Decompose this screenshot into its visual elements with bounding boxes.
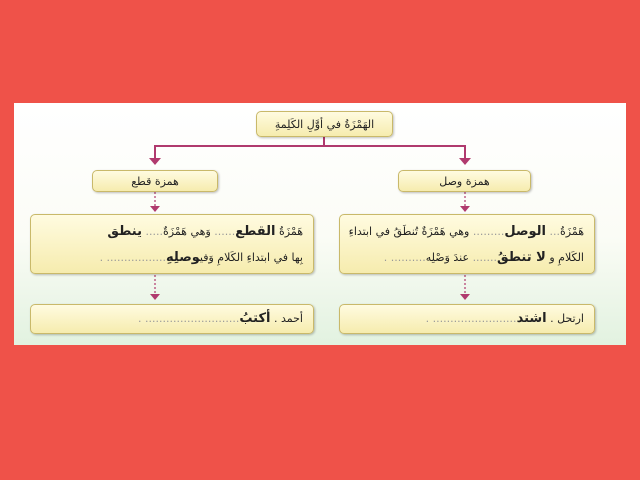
qat-example-word: أكتبُ — [239, 311, 271, 326]
arrowhead — [460, 206, 470, 212]
wasl-label: همزة وصل — [439, 174, 490, 188]
qat-label: همزة قطع — [131, 174, 179, 188]
arrowhead — [460, 294, 470, 300]
qat-example-box — [30, 304, 314, 334]
qat-label-box — [92, 170, 218, 192]
qat-example-line: أحمد . أكتبُ........................... . — [138, 311, 303, 326]
qat-definition-line-2: بِها في ابتداءِ الكَلامِ وَفيوصلِهِ................. . — [99, 250, 303, 265]
qat-verb: ينطق — [107, 224, 142, 239]
wasl-definition-line-1: هَمْزَةُ... الوصل......... وهي هَمْزَةٌ تُنطَقُ في ابتداءِ — [348, 224, 584, 239]
qat-term2: وصلِهِ — [166, 250, 200, 265]
wasl-example-line: ارتحل . اشتد........................ . — [425, 311, 584, 326]
branch-line — [155, 146, 465, 160]
wasl-example-box — [339, 304, 595, 334]
wasl-neg: لا تنطقُ — [497, 250, 546, 265]
arrowhead — [459, 158, 471, 165]
arrowhead — [149, 158, 161, 165]
qat-definition-line-1: هَمْزَةُ القطع...... وَهي هَمْزَةٌ..... ينطق — [107, 224, 303, 239]
root-title: الهَمْزَةُ في أوَّلِ الكَلِمةِ — [274, 117, 375, 131]
arrowhead — [150, 294, 160, 300]
arrowhead — [150, 206, 160, 212]
wasl-definition-line-2: الكَلامِ و لا تنطقُ....... عندَ وَصْلِه.......... . — [383, 250, 584, 265]
qat-term: القطع — [235, 224, 276, 239]
root-title-box — [256, 111, 393, 137]
wasl-example-word: اشتد — [516, 311, 547, 326]
wasl-definition-box — [339, 214, 595, 274]
wasl-label-box — [398, 170, 531, 192]
wasl-term: الوصل — [504, 224, 546, 239]
qat-definition-box — [30, 214, 314, 274]
